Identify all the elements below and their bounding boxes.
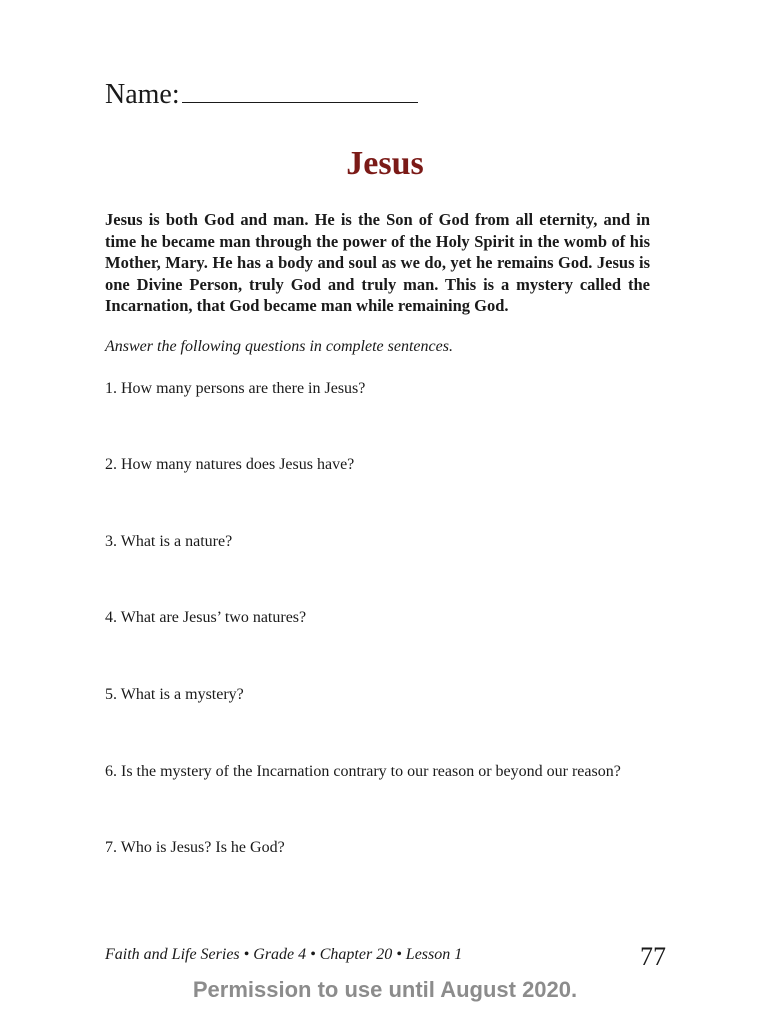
name-label: Name: bbox=[105, 79, 180, 110]
intro-paragraph: Jesus is both God and man. He is the Son of God from all eternity, and in time he became man through the power of the Holy Spirit in the womb of his Mother, Mary. He has a body and soul as we do, yet he remains God. Jesus is one Divine Person, truly God and truly man. This is a mystery called the Incarnation, that God became man while remaining God. bbox=[105, 210, 650, 315]
footer-series: Faith and Life Series • Grade 4 • Chapter 20 • Lesson 1 bbox=[105, 946, 463, 963]
question-1: 1. How many persons are there in Jesus? bbox=[105, 380, 366, 397]
name-blank[interactable] bbox=[182, 74, 418, 103]
page-number: 77 bbox=[640, 942, 666, 971]
question-3: 3. What is a nature? bbox=[105, 533, 233, 550]
instruction-text: Answer the following questions in complete sentences. bbox=[105, 338, 453, 355]
permission-watermark: Permission to use until August 2020. bbox=[192, 977, 578, 1002]
name-field-line bbox=[105, 74, 418, 112]
question-4: 4. What are Jesus’ two natures? bbox=[105, 609, 307, 626]
page-title: Jesus bbox=[346, 145, 424, 182]
question-5: 5. What is a mystery? bbox=[105, 686, 244, 703]
question-6: 6. Is the mystery of the Incarnation contrary to our reason or beyond our reason? bbox=[105, 763, 621, 780]
question-2: 2. How many natures does Jesus have? bbox=[105, 456, 355, 473]
question-7: 7. Who is Jesus? Is he God? bbox=[105, 839, 285, 856]
